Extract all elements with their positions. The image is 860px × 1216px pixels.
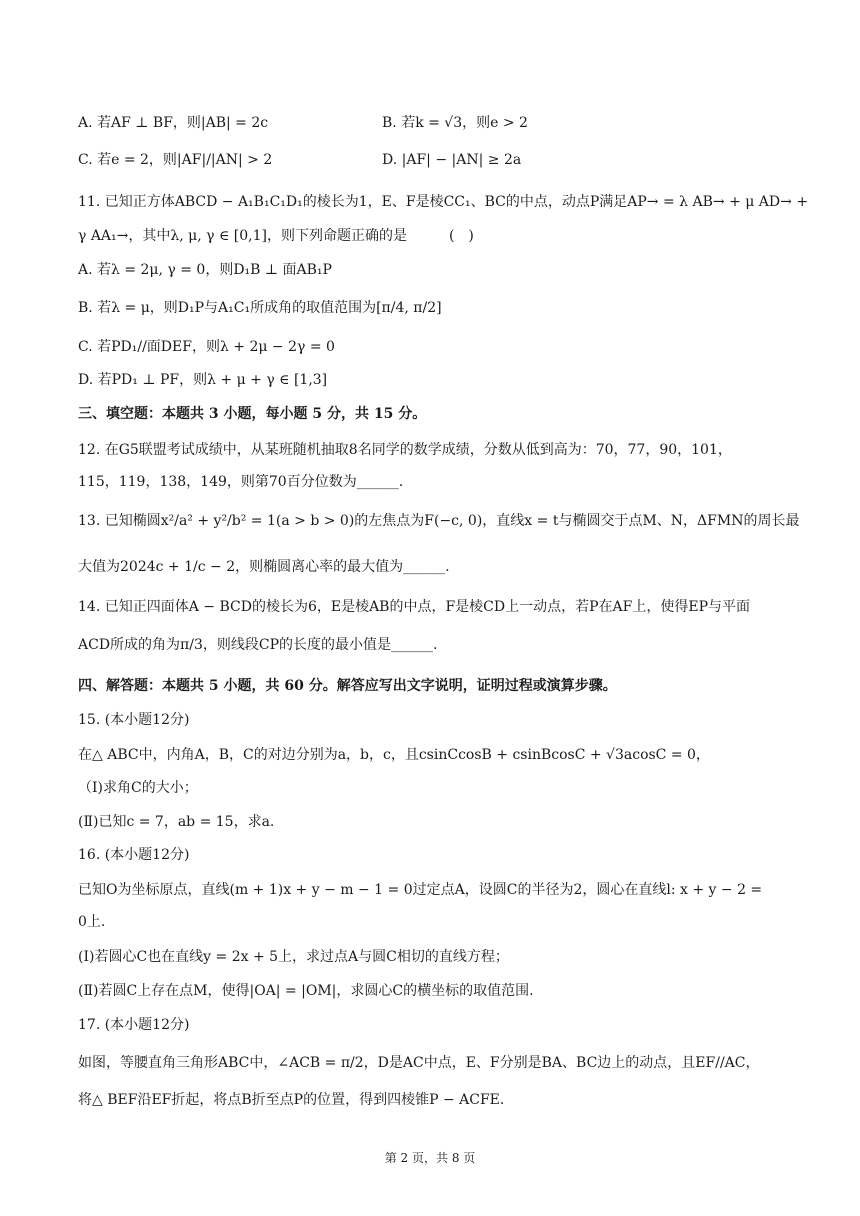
q15-heading: 15. (本小题12分) — [78, 712, 190, 728]
q14-line1: 14. 已知正四面体A − BCD的棱长为6，E是棱AB的中点，F是棱CD上一动点，若P在AF上，使得EP与平面 — [78, 599, 750, 615]
q16-heading: 16. (本小题12分) — [78, 847, 190, 863]
q17-stem-line2: 将△ BEF沿EF折起，将点B折至点P的位置，得到四棱锥P − ACFE. — [78, 1092, 505, 1108]
q10-option-d: D. |AF| − |AN| ≥ 2a — [382, 152, 522, 168]
q10-option-b: B. 若k = √3，则e > 2 — [382, 115, 528, 131]
q11-option-c: C. 若PD₁//面DEF，则λ + 2μ − 2γ = 0 — [78, 339, 335, 355]
q12-line2: 115，119，138，149，则第70百分位数为______. — [78, 474, 404, 490]
q13-line2: 大值为2024c + 1/c − 2，则椭圆离心率的最大值为______. — [78, 559, 450, 575]
q17-heading: 17. (本小题12分) — [78, 1017, 190, 1033]
q10-option-c: C. 若e = 2，则|AF|/|AN| > 2 — [78, 152, 273, 168]
q13-line1: 13. 已知椭圆x²/a² + y²/b² = 1(a > b > 0)的左焦点为F(−c, 0)，直线x = t与椭圆交于点M、N，ΔFMN的周长最 — [78, 513, 800, 529]
q15-part-2: (Ⅱ)已知c = 7，ab = 15，求a. — [78, 814, 275, 830]
q11-stem-line1: 11. 已知正方体ABCD − A₁B₁C₁D₁的棱长为1，E、F是棱CC₁、BC的中点，动点P满足AP→ = λ AB→ + μ AD→ + — [78, 194, 809, 210]
q14-line2: ACD所成的角为π/3，则线段CP的长度的最小值是______. — [78, 637, 438, 653]
q12-line1: 12. 在G5联盟考试成绩中，从某班随机抽取8名同学的数学成绩，分数从低到高为：70，77，90，101， — [78, 442, 732, 458]
section-4-heading: 四、解答题：本题共 5 小题，共 60 分。解答应写出文字说明，证明过程或演算步骤。 — [78, 678, 617, 694]
q16-stem-line1: 已知O为坐标原点，直线(m + 1)x + y − m − 1 = 0过定点A，设圆C的半径为2，圆心在直线l: x + y − 2 = — [78, 882, 763, 898]
page-footer: 第 2 页，共 8 页 — [384, 1151, 476, 1165]
q16-stem-line2: 0上. — [78, 914, 106, 930]
q16-part-2: (Ⅱ)若圆C上存在点M，使得|OA| = |OM|，求圆心C的横坐标的取值范围. — [78, 983, 534, 999]
q15-stem: 在△ ABC中，内角A，B，C的对边分别为a，b，c，且csinCcosB + csinBcosC + √3acosC = 0， — [78, 747, 710, 763]
q11-option-a: A. 若λ = 2μ, γ = 0，则D₁B ⊥ 面AB₁P — [78, 262, 332, 278]
q17-stem-line1: 如图，等腰直角三角形ABC中，∠ACB = π/2，D是AC中点，E、F分别是BA、BC边上的动点，且EF//AC， — [78, 1055, 760, 1071]
q16-part-1: (Ⅰ)若圆心C也在直线y = 2x + 5上，求过点A与圆C相切的直线方程； — [78, 949, 509, 965]
q11-stem-line2: γ AA₁→，其中λ, μ, γ ∈ [0,1]，则下列命题正确的是 ( ) — [78, 228, 474, 244]
q11-option-b: B. 若λ = μ，则D₁P与A₁C₁所成角的取值范围为[π/4, π/2] — [78, 300, 442, 316]
q10-option-a: A. 若AF ⊥ BF，则|AB| = 2c — [78, 115, 269, 131]
section-3-heading: 三、填空题：本题共 3 小题，每小题 5 分，共 15 分。 — [78, 406, 427, 422]
q11-option-d: D. 若PD₁ ⊥ PF，则λ + μ + γ ∈ [1,3] — [78, 372, 328, 388]
q15-part-1: （Ⅰ)求角C的大小； — [78, 780, 198, 796]
